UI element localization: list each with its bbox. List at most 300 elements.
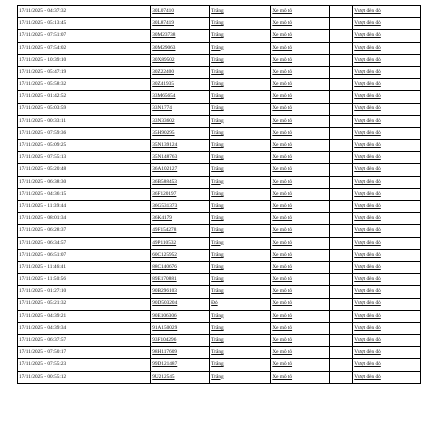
- vehicle-type-cell-text: Xe mô tô: [272, 7, 293, 14]
- time-cell-text: 17/11/2025 - 05:09:25: [19, 142, 67, 148]
- plate-cell: [151, 188, 210, 200]
- vehicle-type-cell: [271, 201, 330, 213]
- vehicle-type-cell-text: Xe mô tô: [272, 300, 293, 307]
- violation-cell-text: Vượt đèn đỏ: [354, 227, 381, 234]
- color-cell-text: Trắng: [211, 324, 224, 331]
- violation-cell-text: Vượt đèn đỏ: [354, 239, 381, 246]
- plate-cell: [151, 286, 210, 298]
- time-cell-text: 17/11/2025 - 07:59:36: [19, 129, 67, 136]
- vehicle-type-cell: [271, 237, 330, 249]
- plate-cell: [151, 201, 210, 213]
- violation-cell: [353, 310, 421, 322]
- violation-cell-text: Vượt đèn đỏ: [354, 361, 381, 368]
- time-cell-text: 17/11/2025 - 07:50:17: [19, 349, 67, 356]
- time-cell-text: 17/11/2025 - 06:38:30: [19, 178, 67, 185]
- violation-cell: [353, 30, 421, 42]
- plate-cell-text: 90B296103: [152, 288, 177, 295]
- color-cell: [210, 347, 271, 359]
- color-cell: [210, 152, 271, 164]
- violation-cell: [353, 298, 421, 310]
- empty-cell: [330, 42, 353, 54]
- time-cell: [18, 261, 151, 273]
- color-cell: [210, 127, 271, 139]
- time-cell: [18, 79, 151, 91]
- vehicle-type-cell: [271, 371, 330, 383]
- violation-cell: [353, 103, 421, 115]
- time-cell: [18, 213, 151, 225]
- vehicle-type-cell-text: Xe mô tô: [272, 117, 293, 124]
- plate-cell-text: 30L07410: [152, 7, 174, 14]
- plate-cell-text: 30M23738: [152, 32, 176, 39]
- empty-cell: [330, 164, 353, 176]
- vehicle-type-cell: [271, 79, 330, 91]
- table-row: [18, 298, 421, 310]
- time-cell-text: 17/11/2025 - 04:37:32: [19, 7, 67, 14]
- plate-cell-text: 36F120197: [152, 190, 177, 197]
- violation-cell: [353, 152, 421, 164]
- empty-cell: [330, 91, 353, 103]
- plate-cell: [151, 310, 210, 322]
- violation-cell-text: Vượt đèn đỏ: [354, 32, 381, 39]
- time-cell: [18, 310, 151, 322]
- plate-cell: [151, 371, 210, 383]
- time-cell: [18, 371, 151, 383]
- color-cell-text: Đỏ: [211, 300, 218, 307]
- color-cell-text: Trắng: [211, 239, 224, 246]
- color-cell-text: Trắng: [211, 190, 224, 197]
- color-cell-text: Trắng: [211, 276, 224, 283]
- plate-cell: [151, 347, 210, 359]
- table-row: [18, 188, 421, 200]
- time-cell-text: 17/11/2025 - 11:46:41: [19, 263, 66, 270]
- violation-cell: [353, 79, 421, 91]
- time-cell: [18, 6, 151, 18]
- color-cell: [210, 201, 271, 213]
- plate-cell-text: 33N1774: [152, 105, 172, 112]
- table-row: [18, 79, 421, 91]
- table-row: [18, 286, 421, 298]
- violation-cell-text: Vượt đèn đỏ: [354, 324, 381, 331]
- plate-cell: [151, 225, 210, 237]
- time-cell: [18, 103, 151, 115]
- color-cell-text: Trắng: [211, 32, 224, 39]
- time-cell: [18, 42, 151, 54]
- vehicle-type-cell-text: Xe mô tô: [272, 56, 293, 63]
- vehicle-type-cell-text: Xe mô tô: [272, 215, 293, 222]
- table-row: [18, 115, 421, 127]
- time-cell: [18, 91, 151, 103]
- color-cell: [210, 6, 271, 18]
- time-cell: [18, 298, 151, 310]
- time-cell-text: 17/11/2025 - 10:39:10: [19, 56, 67, 63]
- plate-cell: [151, 274, 210, 286]
- plate-cell-text: 98H117609: [152, 349, 178, 356]
- plate-cell: [151, 164, 210, 176]
- violation-cell-text: Vượt đèn đỏ: [354, 251, 381, 258]
- time-cell-text: 17/11/2025 - 01:42:52: [19, 93, 67, 100]
- violation-cell: [353, 371, 421, 383]
- vehicle-type-cell: [271, 298, 330, 310]
- violation-cell-text: Vượt đèn đỏ: [354, 373, 381, 380]
- time-cell-text: 17/11/2025 - 05:58:32: [19, 81, 67, 88]
- vehicle-type-cell-text: Xe mô tô: [272, 142, 293, 148]
- vehicle-type-cell-text: Xe mô tô: [272, 32, 293, 39]
- vehicle-type-cell: [271, 188, 330, 200]
- plate-cell-text: 60C125952: [152, 251, 177, 258]
- empty-cell: [330, 176, 353, 188]
- empty-cell: [330, 103, 353, 115]
- empty-cell: [330, 30, 353, 42]
- color-cell-text: Trắng: [211, 312, 224, 319]
- table-row: [18, 42, 421, 54]
- empty-cell: [330, 201, 353, 213]
- color-cell: [210, 66, 271, 78]
- vehicle-type-cell-text: Xe mô tô: [272, 190, 293, 197]
- table-row: [18, 371, 421, 383]
- violation-cell-text: Vượt đèn đỏ: [354, 349, 381, 356]
- plate-cell-text: 33N33602: [152, 117, 175, 124]
- plate-cell-text: 35H90295: [152, 129, 175, 136]
- table-row: [18, 6, 421, 18]
- violation-cell-text: Vượt đèn đỏ: [354, 44, 381, 51]
- color-cell: [210, 176, 271, 188]
- time-cell: [18, 152, 151, 164]
- violation-cell-text: Vượt đèn đỏ: [354, 142, 381, 148]
- vehicle-type-cell: [271, 30, 330, 42]
- violation-cell-text: Vượt đèn đỏ: [354, 288, 381, 295]
- plate-cell: [151, 6, 210, 18]
- empty-cell: [330, 225, 353, 237]
- table-row: [18, 66, 421, 78]
- plate-cell-text: 30Z41935: [152, 81, 174, 88]
- time-cell-text: 17/11/2025 - 06:37:57: [19, 337, 67, 343]
- time-cell-text: 17/11/2025 - 01:27:10: [19, 288, 67, 295]
- plate-cell-text: 49F154278: [152, 227, 177, 234]
- time-cell-text: 17/11/2025 - 07:51:07: [19, 32, 67, 39]
- violation-cell: [353, 91, 421, 103]
- plate-cell: [151, 359, 210, 371]
- violation-cell-text: Vượt đèn đỏ: [354, 129, 381, 136]
- plate-cell: [151, 66, 210, 78]
- violation-cell: [353, 335, 421, 347]
- time-cell: [18, 66, 151, 78]
- violation-cell: [353, 249, 421, 261]
- violation-table-sheet: [17, 5, 421, 384]
- violation-cell-text: Vượt đèn đỏ: [354, 190, 381, 197]
- table-row: [18, 140, 421, 152]
- plate-cell-text: 30L87419: [152, 20, 174, 27]
- vehicle-type-cell-text: Xe mô tô: [272, 20, 293, 27]
- time-cell: [18, 249, 151, 261]
- vehicle-type-cell: [271, 359, 330, 371]
- table-row: [18, 30, 421, 42]
- violation-cell-text: Vượt đèn đỏ: [354, 202, 381, 209]
- table-row: [18, 261, 421, 273]
- color-cell: [210, 140, 271, 152]
- plate-cell-text: 30X89502: [152, 56, 175, 63]
- table-row: [18, 18, 421, 30]
- time-cell-text: 17/11/2025 - 07:55:23: [19, 361, 67, 368]
- table-row: [18, 103, 421, 115]
- color-cell: [210, 164, 271, 176]
- table-row: [18, 54, 421, 66]
- plate-cell-text: 91A150029: [152, 324, 178, 331]
- time-cell-text: 17/11/2025 - 04:39:34: [19, 324, 67, 331]
- empty-cell: [330, 66, 353, 78]
- color-cell-text: Trắng: [211, 215, 224, 222]
- color-cell: [210, 115, 271, 127]
- plate-cell: [151, 42, 210, 54]
- time-cell-text: 17/11/2025 - 05:13:45: [19, 20, 67, 27]
- violation-cell: [353, 66, 421, 78]
- plate-cell-text: 35N139124: [152, 142, 178, 148]
- color-cell: [210, 359, 271, 371]
- empty-cell: [330, 213, 353, 225]
- time-cell-text: 17/11/2025 - 08:01:34: [19, 215, 67, 222]
- plate-cell-text: 93F104296: [152, 337, 177, 343]
- plate-cell: [151, 54, 210, 66]
- plate-cell-text: 9U212545: [152, 373, 175, 380]
- time-cell-text: 17/11/2025 - 07:55:13: [19, 154, 67, 161]
- plate-cell-text: 36K4179: [152, 215, 172, 222]
- color-cell-text: Trắng: [211, 361, 224, 368]
- time-cell: [18, 347, 151, 359]
- violation-cell: [353, 127, 421, 139]
- empty-cell: [330, 188, 353, 200]
- color-cell-text: Trắng: [211, 349, 224, 356]
- color-cell-text: Trắng: [211, 68, 224, 75]
- vehicle-type-cell-text: Xe mô tô: [272, 44, 293, 51]
- vehicle-type-cell-text: Xe mô tô: [272, 373, 293, 380]
- color-cell-text: Trắng: [211, 202, 224, 209]
- violation-cell: [353, 201, 421, 213]
- plate-cell: [151, 237, 210, 249]
- vehicle-type-cell-text: Xe mô tô: [272, 337, 293, 343]
- vehicle-type-cell: [271, 18, 330, 30]
- plate-cell-text: 36A102127: [152, 166, 178, 173]
- time-cell-text: 17/11/2025 - 06:28:37: [19, 227, 67, 234]
- time-cell: [18, 30, 151, 42]
- vehicle-type-cell-text: Xe mô tô: [272, 202, 293, 209]
- empty-cell: [330, 79, 353, 91]
- time-cell: [18, 18, 151, 30]
- color-cell: [210, 298, 271, 310]
- time-cell: [18, 322, 151, 334]
- violation-cell-text: Vượt đèn đỏ: [354, 56, 381, 63]
- color-cell-text: Trắng: [211, 178, 224, 185]
- vehicle-type-cell: [271, 103, 330, 115]
- plate-cell-text: 36G531373: [152, 202, 178, 209]
- table-row: [18, 359, 421, 371]
- vehicle-type-cell-text: Xe mô tô: [272, 251, 293, 258]
- vehicle-type-cell: [271, 127, 330, 139]
- vehicle-type-cell: [271, 176, 330, 188]
- plate-cell-text: 30Z22400: [152, 68, 174, 75]
- time-cell-text: 17/11/2025 - 05:20:48: [19, 166, 67, 173]
- color-cell-text: Trắng: [211, 263, 224, 270]
- plate-cell: [151, 335, 210, 347]
- table-row: [18, 322, 421, 334]
- empty-cell: [330, 237, 353, 249]
- vehicle-type-cell: [271, 310, 330, 322]
- vehicle-type-cell: [271, 213, 330, 225]
- empty-cell: [330, 127, 353, 139]
- violation-cell-text: Vượt đèn đỏ: [354, 117, 381, 124]
- vehicle-type-cell: [271, 274, 330, 286]
- vehicle-type-cell-text: Xe mô tô: [272, 166, 293, 173]
- vehicle-type-cell-text: Xe mô tô: [272, 81, 293, 88]
- color-cell-text: Trắng: [211, 81, 224, 88]
- plate-cell-text: 89E170881: [152, 276, 177, 283]
- violation-cell: [353, 140, 421, 152]
- vehicle-type-cell-text: Xe mô tô: [272, 105, 293, 112]
- violation-cell-text: Vượt đèn đỏ: [354, 81, 381, 88]
- plate-cell-text: 49P110532: [152, 239, 177, 246]
- color-cell: [210, 371, 271, 383]
- table-row: [18, 347, 421, 359]
- violation-cell-text: Vượt đèn đỏ: [354, 215, 381, 222]
- time-cell: [18, 140, 151, 152]
- table-row: [18, 91, 421, 103]
- violation-cell-text: Vượt đèn đỏ: [354, 166, 381, 173]
- time-cell-text: 17/11/2025 - 05:21:32: [19, 300, 67, 307]
- plate-cell: [151, 261, 210, 273]
- color-cell: [210, 286, 271, 298]
- plate-cell: [151, 30, 210, 42]
- violation-cell-text: Vượt đèn đỏ: [354, 312, 381, 319]
- time-cell-text: 17/11/2025 - 07:54:02: [19, 44, 67, 51]
- color-cell: [210, 310, 271, 322]
- time-cell: [18, 176, 151, 188]
- time-cell: [18, 274, 151, 286]
- violation-table: [18, 6, 421, 384]
- plate-cell: [151, 103, 210, 115]
- vehicle-type-cell-text: Xe mô tô: [272, 154, 293, 161]
- plate-cell: [151, 249, 210, 261]
- table-row: [18, 335, 421, 347]
- vehicle-type-cell-text: Xe mô tô: [272, 178, 293, 185]
- vehicle-type-cell-text: Xe mô tô: [272, 263, 293, 270]
- violation-cell-text: Vượt đèn đỏ: [354, 300, 381, 307]
- violation-cell: [353, 54, 421, 66]
- plate-cell-text: 33M65654: [152, 93, 176, 100]
- color-cell-text: Trắng: [211, 93, 224, 100]
- time-cell: [18, 54, 151, 66]
- time-cell-text: 17/11/2025 - 05:03:59: [19, 105, 67, 112]
- vehicle-type-cell-text: Xe mô tô: [272, 93, 293, 100]
- violation-cell-text: Vượt đèn đỏ: [354, 276, 381, 283]
- time-cell: [18, 188, 151, 200]
- empty-cell: [330, 152, 353, 164]
- time-cell-text: 17/11/2025 - 04:36:15: [19, 190, 67, 197]
- color-cell: [210, 213, 271, 225]
- vehicle-type-cell: [271, 91, 330, 103]
- vehicle-type-cell-text: Xe mô tô: [272, 129, 293, 136]
- time-cell: [18, 335, 151, 347]
- time-cell-text: 17/11/2025 - 11:39:44: [19, 202, 66, 209]
- plate-cell: [151, 127, 210, 139]
- plate-cell: [151, 176, 210, 188]
- color-cell-text: Trắng: [211, 154, 224, 161]
- time-cell-text: 17/11/2025 - 11:50:56: [19, 276, 66, 283]
- color-cell-text: Trắng: [211, 129, 224, 136]
- color-cell-text: Trắng: [211, 44, 224, 51]
- violation-cell: [353, 274, 421, 286]
- table-row: [18, 201, 421, 213]
- violation-cell-text: Vượt đèn đỏ: [354, 20, 381, 27]
- plate-cell-text: 30M29063: [152, 44, 176, 51]
- empty-cell: [330, 18, 353, 30]
- empty-cell: [330, 286, 353, 298]
- plate-cell: [151, 18, 210, 30]
- vehicle-type-cell-text: Xe mô tô: [272, 68, 293, 75]
- color-cell-text: Trắng: [211, 251, 224, 258]
- violation-cell: [353, 176, 421, 188]
- empty-cell: [330, 6, 353, 18]
- plate-cell-text: 90E106306: [152, 312, 177, 319]
- table-row: [18, 213, 421, 225]
- violation-cell: [353, 188, 421, 200]
- time-cell: [18, 164, 151, 176]
- vehicle-type-cell-text: Xe mô tô: [272, 349, 293, 356]
- empty-cell: [330, 298, 353, 310]
- vehicle-type-cell: [271, 115, 330, 127]
- color-cell: [210, 188, 271, 200]
- empty-cell: [330, 54, 353, 66]
- violation-cell: [353, 213, 421, 225]
- vehicle-type-cell: [271, 152, 330, 164]
- empty-cell: [330, 310, 353, 322]
- violation-cell: [353, 359, 421, 371]
- time-cell-text: 17/11/2025 - 00:33:11: [19, 117, 66, 124]
- vehicle-type-cell: [271, 140, 330, 152]
- violation-cell-text: Vượt đèn đỏ: [354, 105, 381, 112]
- empty-cell: [330, 249, 353, 261]
- color-cell: [210, 54, 271, 66]
- color-cell-text: Trắng: [211, 166, 224, 173]
- plate-cell-text: 36B588453: [152, 178, 177, 185]
- vehicle-type-cell-text: Xe mô tô: [272, 361, 293, 368]
- vehicle-type-cell-text: Xe mô tô: [272, 239, 293, 246]
- color-cell: [210, 42, 271, 54]
- color-cell: [210, 30, 271, 42]
- violation-cell: [353, 6, 421, 18]
- violation-cell: [353, 115, 421, 127]
- violation-cell: [353, 237, 421, 249]
- table-row: [18, 152, 421, 164]
- color-cell: [210, 335, 271, 347]
- color-cell: [210, 91, 271, 103]
- plate-cell-text: 88C140676: [152, 263, 177, 270]
- plate-cell: [151, 298, 210, 310]
- vehicle-type-cell: [271, 286, 330, 298]
- color-cell-text: Trắng: [211, 117, 224, 124]
- violation-cell-text: Vượt đèn đỏ: [354, 154, 381, 161]
- color-cell: [210, 103, 271, 115]
- plate-cell-text: 99D121487: [152, 361, 178, 368]
- violation-table-body: [18, 6, 421, 383]
- violation-cell: [353, 286, 421, 298]
- color-cell-text: Trắng: [211, 20, 224, 27]
- violation-cell: [353, 347, 421, 359]
- color-cell: [210, 237, 271, 249]
- vehicle-type-cell: [271, 322, 330, 334]
- table-row: [18, 164, 421, 176]
- table-row: [18, 225, 421, 237]
- time-cell: [18, 286, 151, 298]
- violation-cell-text: Vượt đèn đỏ: [354, 93, 381, 100]
- color-cell: [210, 225, 271, 237]
